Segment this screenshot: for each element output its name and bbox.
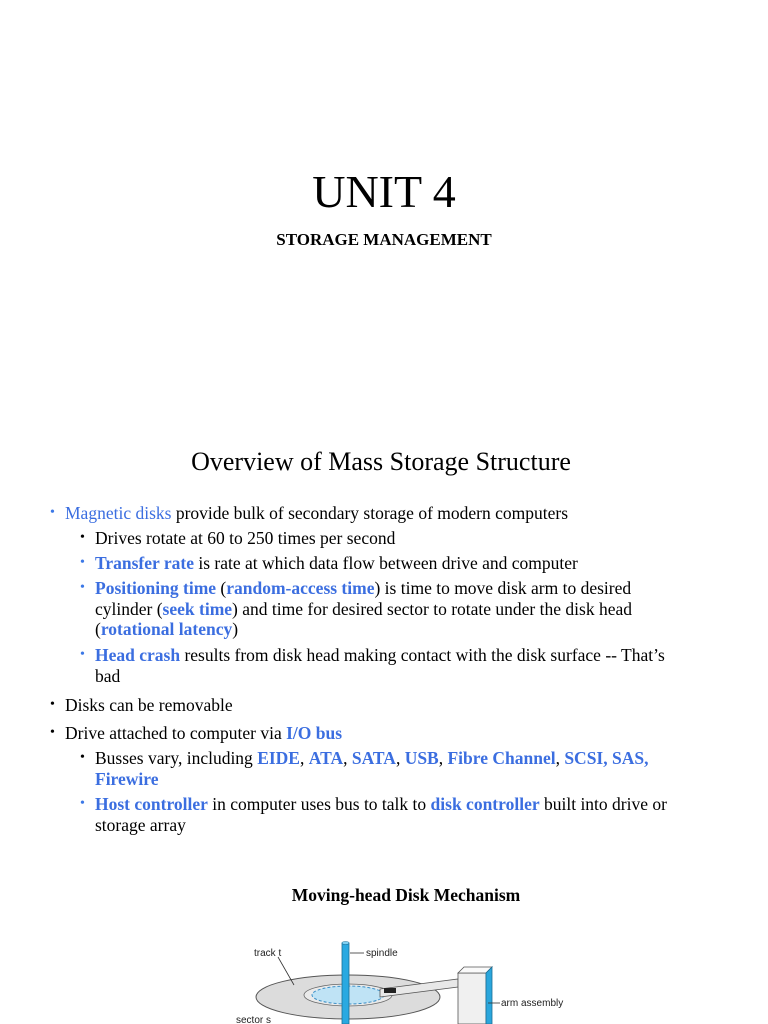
bullet-text: cylinder (: [95, 598, 163, 619]
bullet-dot: •: [50, 697, 55, 712]
keyword-random-access-time: random-access time: [226, 578, 375, 598]
bullet-text: ) and time for desired sector to rotate under the disk head: [232, 598, 632, 619]
figure-title: Moving-head Disk Mechanism: [291, 885, 521, 905]
bullet-dot: •: [50, 725, 55, 740]
bullet-text: ) is time to move disk arm to desired: [374, 578, 632, 598]
bullet-transfer-rate: [80, 553, 745, 574]
bullet-text: Drives rotate at 60 to 250 times per second: [95, 528, 396, 548]
bullet-text: is rate at which data flow between drive and computer: [193, 553, 578, 573]
keyword-magnetic-disks: Magnetic disks: [65, 503, 172, 523]
label-sector: sector s: [236, 1015, 272, 1024]
bullet-dot: •: [80, 796, 85, 811]
separator: ,: [343, 748, 352, 768]
keyword-disk-controller: disk controller: [430, 794, 540, 814]
keyword-sata: SATA: [351, 748, 396, 768]
keyword-eide: EIDE: [257, 748, 300, 768]
keyword-scsi-sas: SCSI, SAS,: [564, 748, 649, 768]
separator: ,: [555, 748, 565, 768]
bullet-text: Drive attached to computer via: [65, 723, 287, 743]
bullet-text: Busses vary, including: [95, 748, 258, 768]
arm-assembly-side: [486, 967, 492, 1024]
keyword-ata: ATA: [308, 748, 344, 768]
label-track: track t: [254, 948, 282, 959]
bullet-dot: •: [80, 750, 85, 765]
bullet-text: storage array: [95, 814, 186, 835]
bullet-text: Disks can be removable: [65, 695, 233, 715]
bullet-text: provide bulk of secondary storage of modern computers: [171, 503, 569, 523]
bullet-host-controller: [80, 794, 745, 835]
keyword-firewire: Firewire: [95, 768, 159, 789]
bullet-text: bad: [95, 665, 121, 686]
label-arm-assembly: arm assembly: [501, 998, 564, 1009]
bullet-text: (: [216, 578, 227, 598]
bullet-dot: •: [80, 580, 85, 595]
keyword-host-controller: Host controller: [95, 794, 208, 814]
label-spindle: spindle: [366, 948, 398, 959]
bullet-dot: •: [50, 505, 55, 520]
bullet-removable: [50, 695, 745, 716]
unit-title: UNIT 4: [312, 166, 456, 217]
bullet-dot: •: [80, 555, 85, 570]
bullet-busses: [80, 748, 745, 789]
keyword-usb: USB: [404, 748, 439, 768]
keyword-transfer-rate: Transfer rate: [95, 553, 194, 573]
separator: ,: [299, 748, 309, 768]
separator: ,: [395, 748, 405, 768]
bullet-io-bus: [50, 723, 745, 744]
bullet-head-crash: [80, 645, 745, 686]
disk-mechanism-svg: [230, 935, 570, 1024]
bullet-dot: •: [80, 530, 85, 545]
spindle: [342, 943, 349, 1024]
keyword-io-bus: I/O bus: [286, 723, 343, 743]
keyword-rotational-latency: rotational latency: [100, 619, 233, 639]
bullet-text: ): [232, 619, 239, 639]
arm-assembly-column: [458, 973, 486, 1024]
section-title: Overview of Mass Storage Structure: [191, 447, 571, 476]
bullet-text: (: [95, 619, 101, 639]
spindle-top: [342, 942, 349, 945]
keyword-seek-time: seek time: [162, 598, 233, 619]
read-write-head: [384, 988, 396, 993]
separator: ,: [438, 748, 448, 768]
bullet-text: in computer uses bus to talk to: [207, 794, 431, 814]
unit-subtitle: STORAGE MANAGEMENT: [276, 230, 492, 249]
disk-mechanism-diagram: [230, 935, 570, 1024]
keyword-fibre-channel: Fibre Channel: [447, 748, 556, 768]
keyword-head-crash: Head crash: [95, 645, 181, 665]
keyword-positioning-time: Positioning time: [95, 578, 217, 598]
bullet-positioning-time: [80, 578, 745, 640]
bullet-text: built into drive or: [539, 794, 667, 814]
bullet-text: results from disk head making contact with the disk surface -- That’s: [180, 645, 665, 665]
bullet-dot: •: [80, 647, 85, 662]
bullet-magnetic-disks: [50, 503, 745, 524]
bullet-drives-rotate: [80, 528, 745, 549]
